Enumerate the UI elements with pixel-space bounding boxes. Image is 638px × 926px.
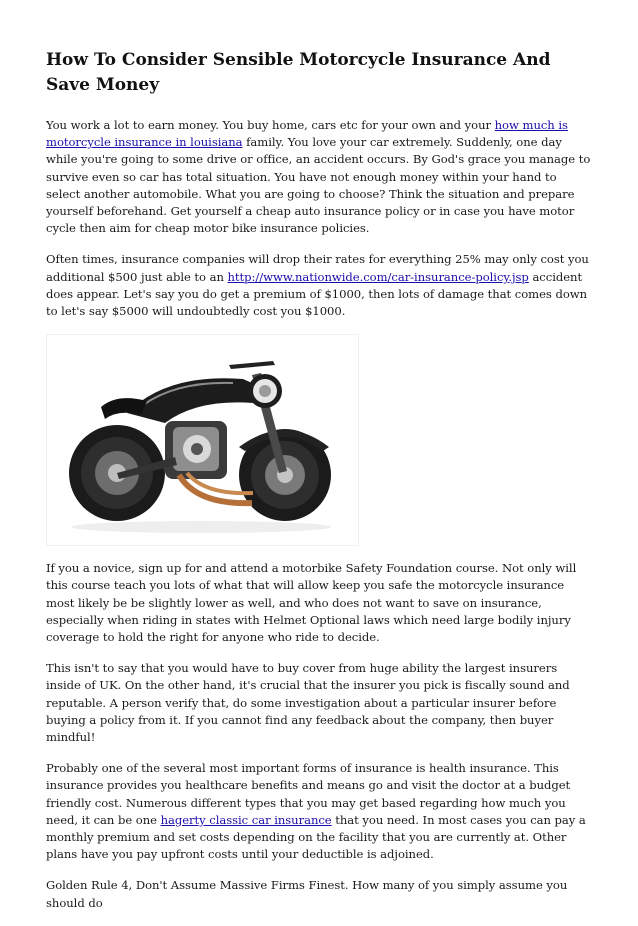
article-title: How To Consider Sensible Motorcycle Insurance And Save Money (46, 50, 551, 95)
paragraph-5 (46, 760, 594, 863)
document-page (46, 48, 594, 926)
paragraph-text: You work a lot to earn money. You buy home, cars etc for your own and your (46, 118, 495, 132)
paragraph-text: family. You love your car extremely. Suddenly, one day while you're going to some drive or office, an accident occurs. By God's grace you manage to survive even so car has total situation. You have not enough money within your hand to select another automobile. What you are going to choose? Think the situation and prepare yourself beforehand. Get yourself a cheap auto insurance policy or in case you have motor cycle then aim for cheap motor bike insurance policies. (46, 135, 591, 236)
paragraph-text: accident does appear. Let's say you do get a premium of $1000, then lots of damage that comes down to let's say $5000 will undoubtedly cost you $1000. (46, 269, 588, 319)
motorcycle-illustration (47, 335, 358, 545)
paragraph-text: that you need. In most cases you can pay a monthly premium and set costs depending on the facility that you are currently at. Other plans have you pay upfront costs until your deductible is adjoined. (46, 812, 586, 862)
paragraph-6: Golden Rule 4, Don't Assume Massive Firms Finest. How many of you simply assume you should do (46, 878, 568, 910)
paragraph-3: If you a novice, sign up for and attend a motorbike Safety Foundation course. Not only will this course teach you lots of what that will allow keep you safe the motorcycle insurance most likely be be slightly lower as well, and who does not want to save on insurance, especially when riding in states with Helmet Optional laws which need large bodily injury coverage to hold the right for anyone who ride to decide. (46, 561, 577, 645)
link-hagerty-classic-car-insurance[interactable]: hagerty classic car insurance (160, 812, 332, 827)
paragraph-text: Probably one of the several most important forms of insurance is health insurance. This insurance provides you healthcare benefits and means go and visit the doctor at a budget friendly cost. Numerous different types that you may get based regarding how much you need, it can be one (46, 761, 571, 827)
paragraph-text: Often times, insurance companies will drop their rates for everything 25% may only cost you additional $500 just able to an (46, 252, 589, 284)
paragraph-1 (46, 117, 594, 237)
link-nationwide[interactable]: http://www.nationwide.com/car-insurance-policy.jsp (227, 269, 529, 284)
motorcycle-image (46, 334, 359, 546)
link-motorcycle-insurance-louisiana[interactable]: how much is motorcycle insurance in louisiana (46, 118, 568, 150)
paragraph-2 (46, 251, 594, 320)
paragraph-4: This isn't to say that you would have to buy cover from huge ability the largest insurers inside of UK. On the other hand, it's crucial that the insurer you pick is fiscally sound and reputable. A person verify that, do some investigation about a particular insurer before buying a policy from it. If you cannot find any feedback about the company, then buyer mindful! (46, 661, 570, 745)
